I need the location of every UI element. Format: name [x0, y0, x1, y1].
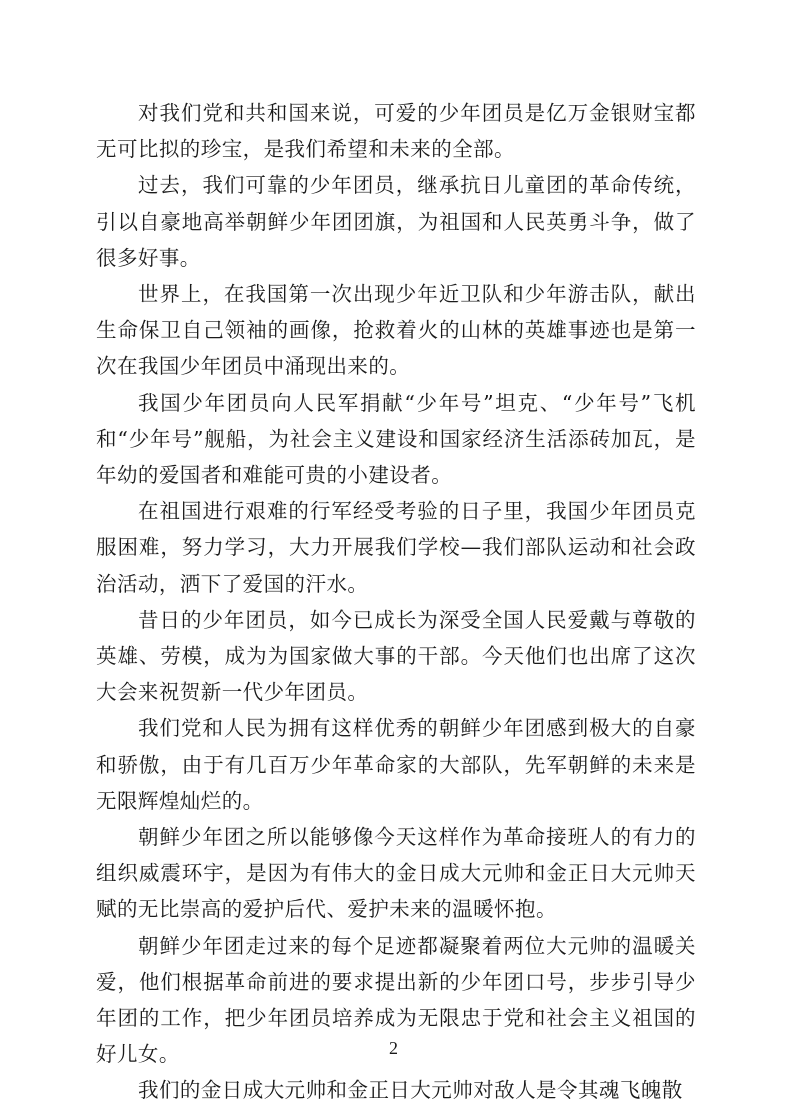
page-number: 2 — [389, 1038, 398, 1058]
paragraph-1: 对我们党和共和国来说，可爱的少年团员是亿万金银财宝都无可比拟的珍宝，是我们希望和未来的全部。 — [96, 101, 696, 162]
body-text — [96, 95, 696, 1109]
paragraph-4: 我国少年团员向人民军捐献“少年号”坦克、“少年号”飞机和“少年号”舰船，为社会主义建设和国家经济生活添砖加瓦，是年幼的爱国者和难能可贵的小建设者。 — [96, 390, 696, 488]
paragraph-2: 过去，我们可靠的少年团员，继承抗日儿童团的革命传统，引以自豪地高举朝鲜少年团团旗，为祖国和人民英勇斗争，做了很多好事。 — [96, 173, 696, 270]
paragraph-6: 昔日的少年团员，如今已成长为深受全国人民爱戴与尊敬的英雄、劳模，成为为国家做大事的干部。今天他们也出席了这次大会来祝贺新一代少年团员。 — [96, 607, 696, 705]
paragraph-8: 朝鲜少年团之所以能够像今天这样作为革命接班人的有力的组织威震环宇，是因为有伟大的金日成大元帅和金正日大元帅天赋的无比崇高的爱护后代、爱护未来的温暖怀抱。 — [96, 825, 696, 922]
paragraph-3: 世界上，在我国第一次出现少年近卫队和少年游击队，献出生命保卫自己领袖的画像，抢救着火的山林的英雄事迹也是第一次在我国少年团员中涌现出来的。 — [96, 282, 696, 379]
paragraph-9: 朝鲜少年团走过来的每个足迹都凝聚着两位大元帅的温暖关爱，他们根据革命前进的要求提出新的少年团口号，步步引导少年团的工作，把少年团员培养成为无限忠于党和社会主义祖国的好儿女。 — [96, 933, 696, 1067]
paragraph-7: 我们党和人民为拥有这样优秀的朝鲜少年团感到极大的自豪和骄傲，由于有几百万少年革命家的大部队，先军朝鲜的未来是无限辉煌灿烂的。 — [96, 716, 696, 813]
paragraph-10: 我们的金日成大元帅和金正日大元帅对敌人是令其魂飞魄散 — [138, 1078, 683, 1103]
paragraph-5: 在祖国进行艰难的行军经受考验的日子里，我国少年团员克服困难，努力学习，大力开展我们学校—我们部队运动和社会政治活动，洒下了爱国的汗水。 — [96, 499, 696, 596]
